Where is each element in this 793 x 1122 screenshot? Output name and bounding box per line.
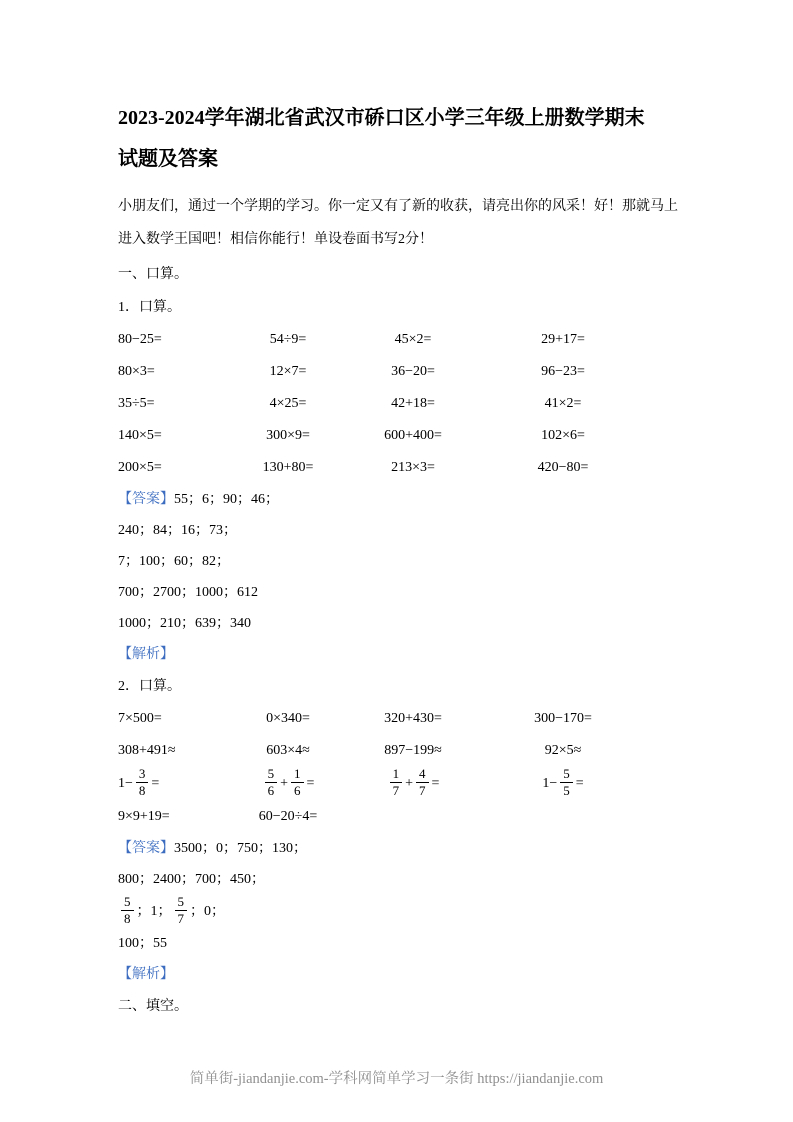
math-problem: 35÷5= (118, 396, 155, 411)
math-problem-row (118, 452, 679, 484)
section-1-heading: 一、口算。 (118, 267, 188, 282)
math-problem: 42+18= (391, 396, 435, 411)
math-problem: 9×9+19= (118, 808, 170, 824)
math-problem: 92×5≈ (544, 743, 582, 758)
answer-line: 700；2700；1000；612 (118, 585, 258, 600)
fraction: $\frac{1}{7}$ (390, 766, 403, 800)
math-problem: $\frac{1}{7}$ + $\frac{4}{7}$ = (338, 767, 488, 801)
math-problem: 320+430= (384, 711, 442, 726)
answer-line: 【答案】3500；0；750；130； (118, 840, 307, 856)
math-problem: 1− $\frac{3}{8}$ = (118, 766, 160, 799)
fraction: $\frac{5}{8}$ (121, 894, 134, 928)
question-2-problem-grid (118, 703, 679, 833)
question-2-answer-block (118, 833, 679, 960)
section-2-heading: 二、填空。 (118, 999, 188, 1014)
answer-line: 7；100；60；82； (118, 554, 230, 569)
math-problem: 308+491≈ (118, 743, 176, 758)
math-problem-row (118, 324, 679, 356)
math-problem: 300×9= (266, 428, 310, 443)
question-1-answer-block (118, 484, 679, 639)
math-problem: 603×4≈ (266, 743, 310, 758)
math-problem-row (118, 767, 679, 801)
math-problem: 80×3= (118, 364, 155, 379)
math-problem: 213×3= (391, 460, 435, 475)
math-problem: 1− $\frac{5}{5}$ = (542, 766, 584, 799)
question-1-analysis-line (118, 639, 679, 670)
analysis-label: 【解析】 (118, 647, 174, 662)
math-problem: 36−20= (391, 364, 435, 379)
answer-line: 100；55 (118, 936, 167, 951)
math-problem: 600+400= (384, 428, 442, 443)
math-problem: 45×2= (394, 332, 432, 347)
answer-line: 800；2400；700；450； (118, 871, 265, 887)
question-2-label: 2．口算。 (118, 679, 181, 694)
answer-line: 【答案】55；6；90；46； (118, 492, 279, 507)
math-problem-row (118, 420, 679, 452)
question-2-analysis-line (118, 959, 679, 990)
math-problem: 420−80= (537, 460, 589, 475)
math-problem: 300−170= (534, 711, 592, 726)
math-problem: 29+17= (541, 332, 585, 347)
question-1-label: 1．口算。 (118, 300, 181, 315)
document-title: 2023-2024学年湖北省武汉市硚口区小学三年级上册数学期末试题及答案 (118, 107, 645, 170)
answer-line: 1000；210；639；340 (118, 616, 251, 631)
math-problem-row (118, 388, 679, 420)
answer-line: 240；84；16；73； (118, 523, 237, 538)
answer-line: $\frac{5}{8}$ ；1； $\frac{5}{7}$ ；0； (118, 895, 679, 929)
answer-label: 【答案】 (118, 840, 174, 856)
math-problem-row (118, 735, 679, 767)
math-problem: 60−20÷4= (258, 808, 318, 824)
math-problem: 80−25= (118, 332, 162, 347)
math-problem: 897−199≈ (384, 743, 442, 758)
analysis-label: 【解析】 (118, 967, 174, 982)
fraction: $\frac{3}{8}$ (136, 766, 149, 800)
math-problem-row (118, 703, 679, 735)
math-problem: 12×7= (269, 364, 307, 379)
math-problem: 102×6= (541, 428, 585, 443)
math-problem: $\frac{5}{6}$ + $\frac{1}{6}$ = (238, 767, 338, 801)
math-problem: 4×25= (269, 396, 307, 411)
footer-watermark: 简单街-jiandanjie.com-学科网简单学习一条街 https://jiandanjie.com (189, 1071, 604, 1087)
math-problem-row (118, 801, 679, 833)
math-problem: 140×5= (118, 428, 162, 443)
math-problem: 7×500= (118, 711, 162, 726)
fraction: $\frac{5}{7}$ (175, 894, 188, 928)
intro-paragraph: 小朋友们，通过一个学期的学习。你一定又有了新的收获，请亮出你的风采！好！那就马上进入数学王国吧！相信你能行！单设卷面书写2分！ (118, 199, 678, 247)
math-problem-row (118, 356, 679, 388)
math-problem: 96−23= (541, 364, 585, 379)
fraction: $\frac{5}{6}$ (265, 766, 278, 800)
math-problem: 130+80= (262, 460, 314, 475)
question-1-problem-grid (118, 324, 679, 484)
answer-label: 【答案】 (118, 492, 174, 507)
math-problem: 54÷9= (269, 332, 307, 347)
math-problem: 41×2= (544, 396, 582, 411)
fraction: $\frac{5}{5}$ (560, 766, 573, 800)
fraction: $\frac{4}{7}$ (416, 766, 429, 800)
fraction: $\frac{1}{6}$ (291, 766, 304, 800)
math-problem: 200×5= (118, 460, 162, 475)
math-problem: 0×340= (266, 711, 310, 726)
